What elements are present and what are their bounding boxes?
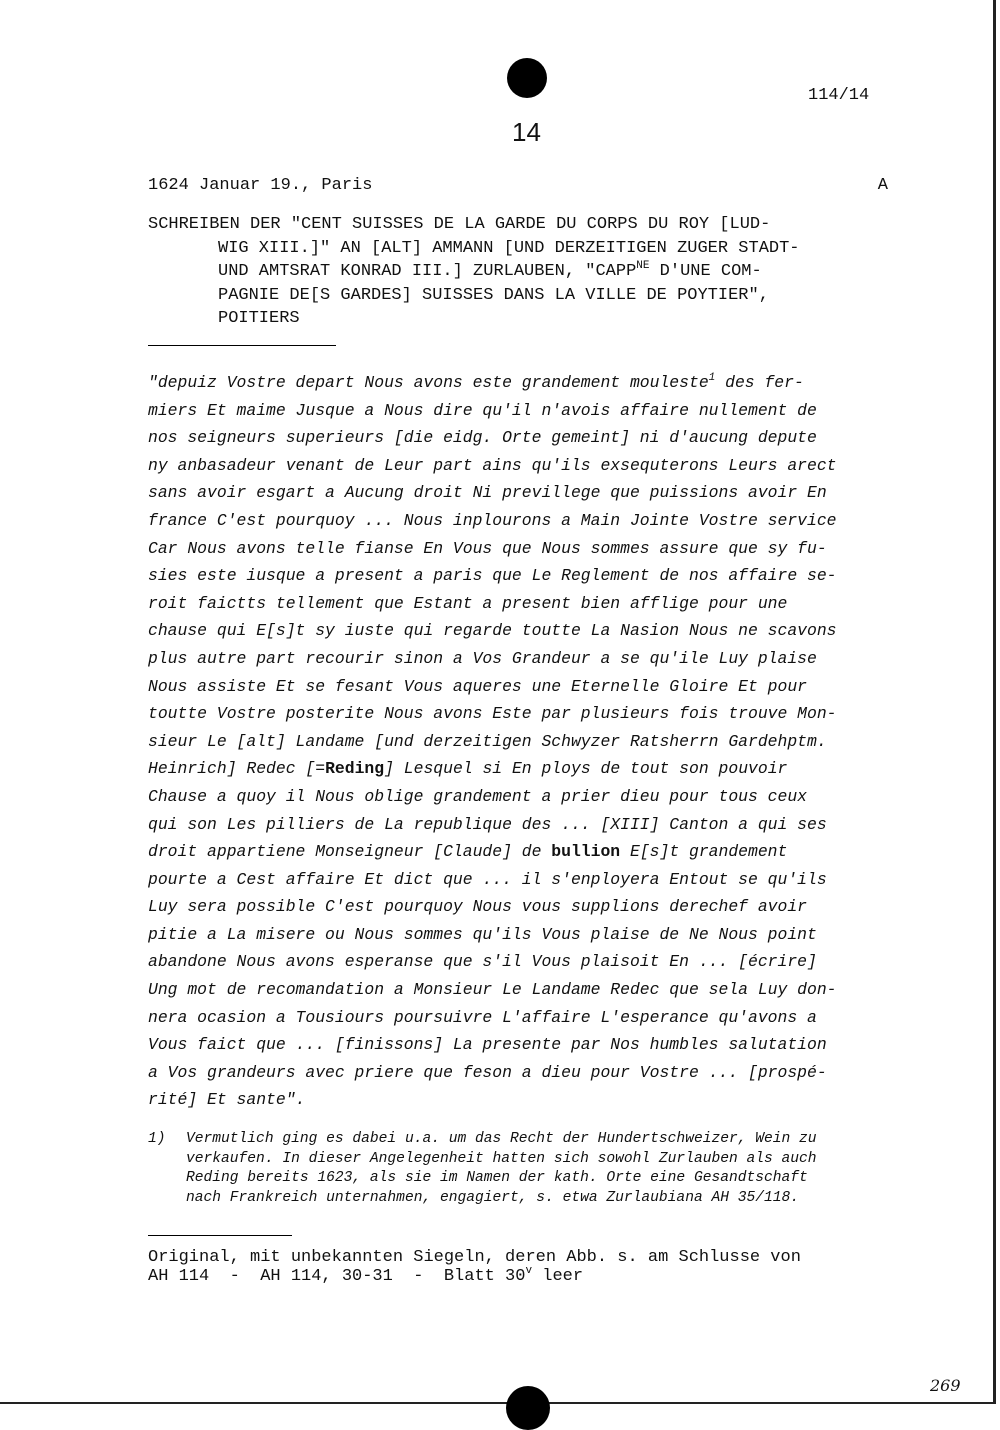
quote-line: sies este iusque a present a paris que Le Reglement de nos affaire se-: [148, 566, 837, 586]
footnote-line: Reding bereits 1623, als sie im Namen der kath. Orte eine Gesandtschaft: [186, 1170, 808, 1187]
source-line: Original, mit unbekannten Siegeln, deren Abb. s. am Schlusse von: [148, 1248, 801, 1267]
quote-line: pitie a La misere ou Nous sommes qu'ils Vous plaise de Ne Nous point: [148, 924, 817, 944]
quote-text: des fer-: [715, 373, 804, 392]
quote-text: Heinrich] Redec [=: [148, 759, 326, 779]
separator-rule: [148, 345, 336, 346]
quote-line: Ung mot de recomandation a Monsieur Le Landame Redec que sela Luy don-: [148, 980, 837, 1000]
quote-line: toutte Vostre posterite Nous avons Este par plusieurs fois trouve Mon-: [148, 704, 837, 724]
footnote-ref: 1: [708, 372, 716, 384]
date-place-line: [148, 176, 888, 195]
category-letter: A: [877, 176, 888, 195]
footnote-body: [186, 1130, 908, 1208]
source-text: leer: [532, 1267, 584, 1286]
quote-line: a Vos grandeurs avec priere que feson a dieu pour Vostre ... [prospé-: [148, 1062, 827, 1082]
quote-line: Vous faict que ... [finissons] La presente par Nos humbles salutation: [148, 1035, 827, 1055]
footnote-line: verkaufen. In dieser Angelegenheit hatten sich sowohl Zurlauben als auch: [186, 1150, 817, 1167]
quote-line: rité] Et sante".: [148, 1090, 306, 1110]
quote-line: [148, 369, 892, 397]
source-note: [148, 1248, 908, 1286]
source-text: AH 114 - AH 114, 30-31 - Blatt 30: [148, 1267, 526, 1286]
quote-text: "depuiz Vostre depart Nous avons este grandement mouleste: [148, 373, 709, 392]
quote-line: miers Et maime Jusque a Nous dire qu'il n'avois affaire nullement de: [148, 400, 817, 420]
quote-line: sieur Le [alt] Landame [und derzeitigen Schwyzer Ratsherrn Gardehptm.: [148, 731, 827, 751]
footnote-marker: 1): [148, 1131, 166, 1147]
quote-line: Luy sera possible C'est pourquoy Nous vous supplions derechef avoir: [148, 897, 808, 917]
document-number: 14: [512, 117, 541, 147]
page-reference: 114/14: [808, 86, 870, 105]
quote-line: [148, 838, 892, 866]
quote-text: ] Lesquel si En ploys de tout son pouvoir: [384, 759, 788, 779]
quote-line: plus autre part recourir sinon a Vos Grandeur a se qu'ile Luy plaise: [148, 648, 817, 668]
punch-hole-bottom: [506, 1386, 550, 1430]
heading-line: POITIERS: [218, 309, 300, 328]
source-line: [148, 1267, 908, 1286]
footnote-line: Vermutlich ging es dabei u.a. um das Recht der Hundertschweizer, Wein zu: [186, 1131, 817, 1147]
quote-line: nera ocasion a Tousiours poursuivre L'affaire L'esperance qu'avons a: [148, 1007, 817, 1027]
quote-text: droit appartiene Monseigneur [Claude] de: [148, 842, 552, 862]
quote-line: [148, 755, 892, 783]
quote-line: Nous assiste Et se fesant Vous aqueres une Eternelle Gloire Et pour: [148, 676, 808, 696]
quote-line: ny anbasadeur venant de Leur part ains qu'ils exsequterons Leurs arect: [148, 455, 837, 475]
document-heading: [148, 213, 896, 331]
heading-text: D'UNE COM-: [649, 262, 762, 281]
quote-text: E[s]t grandement: [620, 842, 788, 862]
source-superscript: v: [525, 1265, 533, 1277]
quote-line: Car Nous avons telle fianse En Vous que Nous sommes assure que sy fu-: [148, 538, 827, 558]
heading-line: SCHREIBEN DER "CENT SUISSES DE LA GARDE DU CORPS DU ROY [LUD-: [148, 215, 771, 234]
handwritten-folio-number: 269: [930, 1376, 961, 1395]
heading-line: [148, 260, 896, 284]
quote-line: qui son Les pilliers de La republique des ... [XIII] Canton a qui ses: [148, 814, 827, 834]
quote-line: chause qui E[s]t sy iuste qui regarde toutte La Nasion Nous ne scavons: [148, 621, 837, 641]
quote-line: nos seigneurs superieurs [die eidg. Orte gemeint] ni d'aucung depute: [148, 428, 817, 448]
footnote: [148, 1130, 908, 1208]
footnote-line: nach Frankreich unternahmen, engagiert, s. etwa Zurlaubiana AH 35/118.: [186, 1189, 800, 1206]
quote-line: abandone Nous avons esperanse que s'il Vous plaisoit En ... [écrire]: [148, 952, 817, 972]
separator-rule: [148, 1235, 292, 1236]
punch-hole-top: [507, 58, 547, 98]
quote-bold-name: Reding: [325, 759, 385, 779]
quote-line: sans avoir esgart a Aucung droit Ni previllege que puissions avoir En: [148, 483, 827, 503]
heading-text: UND AMTSRAT KONRAD III.] ZURLAUBEN, "CAPP: [218, 262, 637, 281]
quote-line: Chause a quoy il Nous oblige grandement a prier dieu pour tous ceux: [148, 786, 808, 806]
heading-line: PAGNIE DE[S GARDES] SUISSES DANS LA VILLE DE POYTIER",: [218, 285, 769, 305]
date-place: 1624 Januar 19., Paris: [148, 176, 373, 195]
quote-line: pourte a Cest affaire Et dict que ... il s'enployera Entout se qu'ils: [148, 869, 827, 889]
letter-quote: [148, 369, 892, 1114]
quote-line: roit faictts tellement que Estant a present bien afflige pour une: [148, 593, 788, 613]
quote-bold-name: bullion: [551, 842, 621, 862]
heading-superscript: NE: [636, 260, 650, 272]
heading-line: WIG XIII.]" AN [ALT] AMMANN [UND DERZEITIGEN ZUGER STADT-: [218, 238, 800, 258]
quote-line: france C'est pourquoy ... Nous inplourons a Main Jointe Vostre service: [148, 510, 837, 530]
